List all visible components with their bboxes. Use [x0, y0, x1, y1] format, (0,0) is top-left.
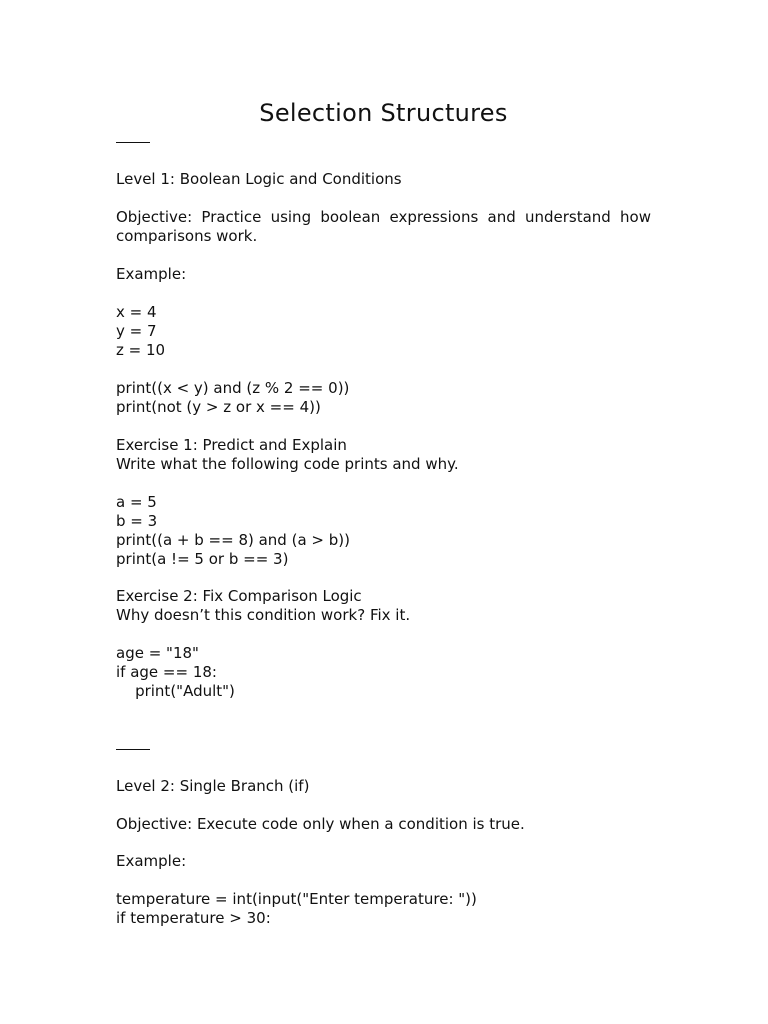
code-line: z = 10	[116, 341, 166, 359]
code-line: print("Adult")	[116, 682, 235, 700]
code-line: x = 4	[116, 303, 157, 321]
exercise-2-instruction: Why doesn’t this condition work? Fix it.	[116, 606, 411, 624]
section-divider	[116, 142, 150, 143]
page-title: Selection Structures	[259, 99, 508, 127]
level-2-example-label: Example:	[116, 852, 187, 870]
exercise-1-instruction: Write what the following code prints and why.	[116, 455, 459, 473]
code-line: if age == 18:	[116, 663, 217, 681]
level-2-objective: Objective: Execute code only when a condition is true.	[116, 815, 525, 833]
code-line: b = 3	[116, 512, 158, 530]
level-1-example-label: Example:	[116, 265, 187, 283]
code-line: print((a + b == 8) and (a > b))	[116, 531, 350, 549]
code-line: y = 7	[116, 322, 157, 340]
code-line: age = "18"	[116, 644, 199, 662]
level-2-heading: Level 2: Single Branch (if)	[116, 777, 310, 795]
code-line: if temperature > 30:	[116, 909, 271, 927]
code-line: print(a != 5 or b == 3)	[116, 550, 289, 568]
code-line: print(not (y > z or x == 4))	[116, 398, 321, 416]
code-line: a = 5	[116, 493, 157, 511]
exercise-1-heading: Exercise 1: Predict and Explain	[116, 436, 347, 454]
code-line: print((x < y) and (z % 2 == 0))	[116, 379, 350, 397]
section-divider	[116, 749, 150, 750]
code-line: temperature = int(input("Enter temperature: "))	[116, 890, 477, 908]
level-1-objective: Objective: Practice using boolean expressions and understand how comparisons work.	[116, 208, 651, 245]
exercise-2-heading: Exercise 2: Fix Comparison Logic	[116, 587, 362, 605]
level-1-heading: Level 1: Boolean Logic and Conditions	[116, 170, 402, 188]
